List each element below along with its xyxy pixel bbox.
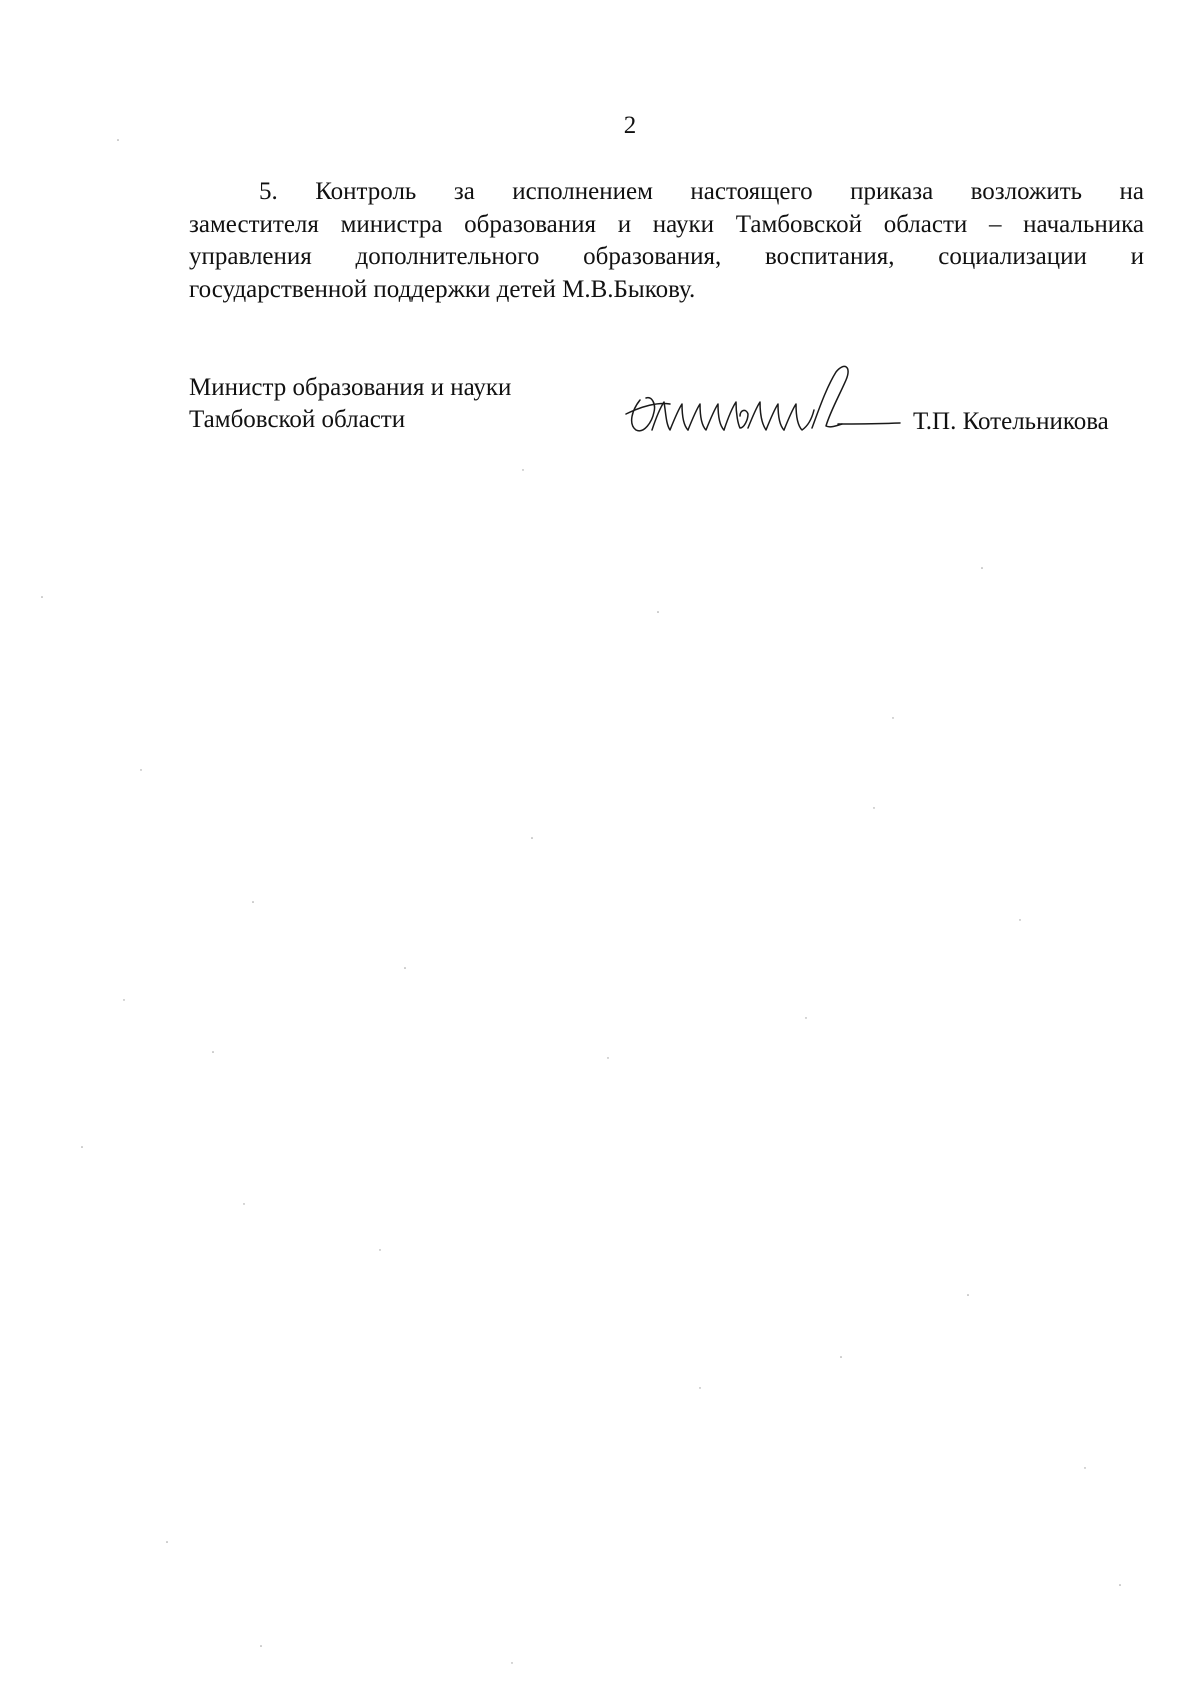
- paragraph-line: государственной поддержки детей М.В.Быкову.: [189, 275, 696, 303]
- paragraph-line: заместителя министра образования и науки Тамбовской области – начальника: [189, 210, 1144, 238]
- signatory-title-line: Министр образования и науки: [189, 374, 512, 401]
- paragraph-line: 5. Контроль за исполнением настоящего приказа возложить на: [259, 178, 1144, 205]
- paragraph-5: [189, 176, 1144, 306]
- signatory-title-line: Тамбовской области: [189, 406, 406, 433]
- handwritten-signature: [622, 362, 902, 442]
- page-number: 2: [623, 112, 637, 139]
- signer-name: Т.П. Котельникова: [913, 408, 1109, 435]
- signatory-title: [189, 372, 511, 436]
- paragraph-line: управления дополнительного образования, воспитания, социализации и: [189, 243, 1144, 270]
